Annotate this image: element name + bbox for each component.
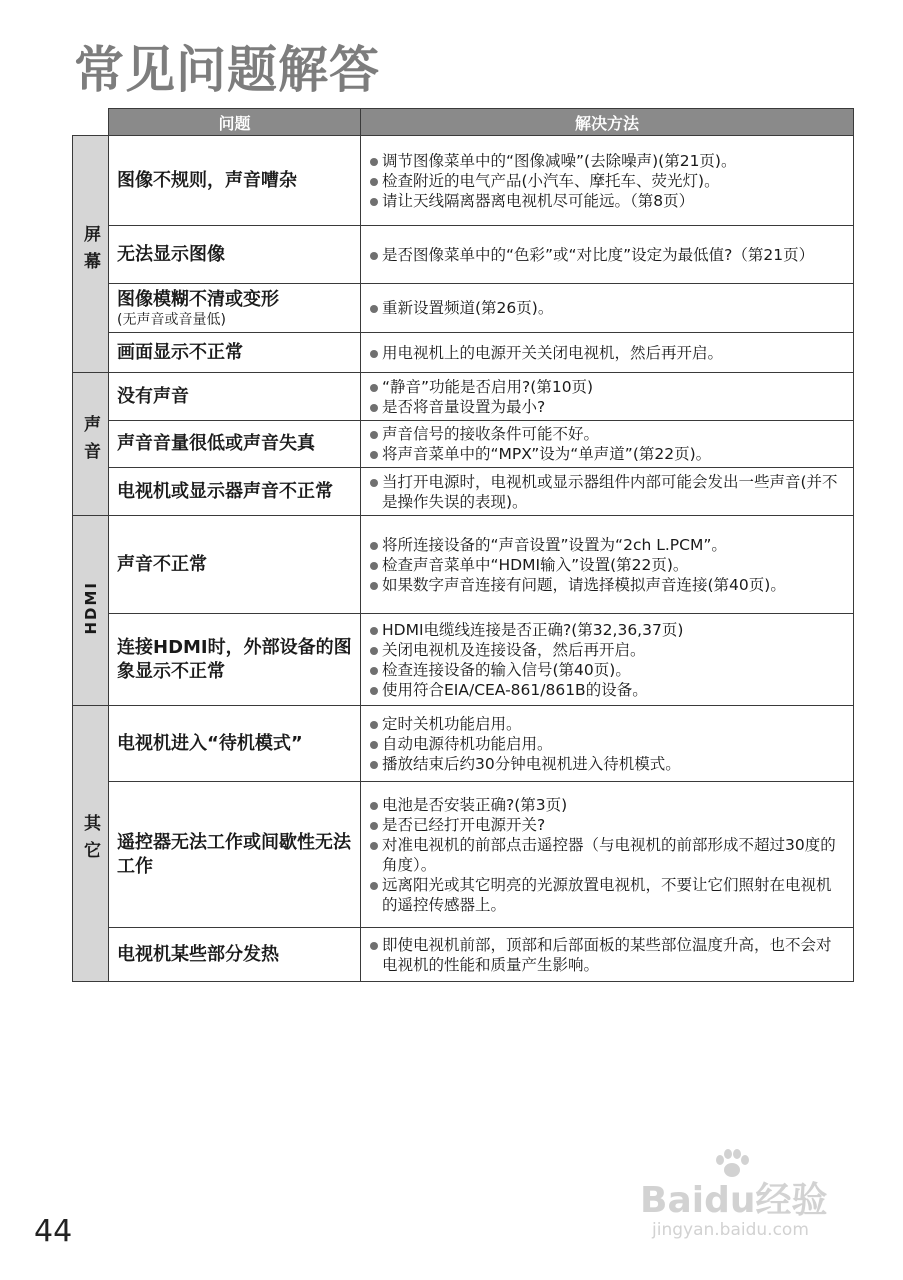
- category-cell: [73, 136, 109, 373]
- solution-item: 是否已经打开电源开关?: [369, 815, 845, 835]
- solution-list: [369, 935, 845, 975]
- table-row: [73, 782, 854, 928]
- table-row: [73, 614, 854, 706]
- solution-cell: [361, 706, 854, 782]
- question-cell: [109, 706, 361, 782]
- table-row: [73, 928, 854, 982]
- solution-item: 用电视机上的电源开关关闭电视机，然后再开启。: [369, 343, 845, 363]
- table-header-row: [73, 109, 854, 136]
- solution-cell: [361, 284, 854, 333]
- question-text: 声音不正常: [117, 553, 207, 575]
- solution-list: [369, 245, 845, 265]
- solution-list: [369, 424, 845, 464]
- header-solution: 解决方法: [361, 109, 854, 136]
- solution-item: HDMI电缆线连接是否正确?(第32,36,37页): [369, 620, 845, 640]
- solution-list: [369, 343, 845, 363]
- table-row: [73, 373, 854, 421]
- question-text: 画面显示不正常: [117, 341, 243, 363]
- solution-list: [369, 714, 845, 774]
- solution-cell: [361, 421, 854, 468]
- solution-list: [369, 151, 845, 211]
- faq-body: [73, 136, 854, 982]
- question-text: 连接HDMI时，外部设备的图象显示不正常: [117, 636, 352, 682]
- solution-item: 即使电视机前部，顶部和后部面板的某些部位温度升高，也不会对电视机的性能和质量产生影响。: [369, 935, 845, 975]
- category-cell: [73, 706, 109, 982]
- solution-cell: [361, 782, 854, 928]
- solution-item: 自动电源待机功能启用。: [369, 734, 845, 754]
- solution-item: 检查附近的电气产品(小汽车、摩托车、荧光灯)。: [369, 171, 845, 191]
- solution-cell: [361, 516, 854, 614]
- question-text: 图像模糊不清或变形: [117, 289, 279, 310]
- solution-list: [369, 377, 845, 417]
- header-question: 问题: [109, 109, 361, 136]
- question-text: 电视机某些部分发热: [117, 943, 279, 965]
- solution-item: 将声音菜单中的“MPX”设为“单声道”(第22页)。: [369, 444, 845, 464]
- question-text: 电视机进入“待机模式”: [117, 732, 303, 754]
- question-text: 没有声音: [117, 385, 189, 407]
- solution-item: 定时关机功能启用。: [369, 714, 845, 734]
- solution-list: [369, 535, 845, 595]
- solution-list: [369, 298, 845, 318]
- solution-cell: [361, 136, 854, 226]
- table-row: [73, 136, 854, 226]
- solution-cell: [361, 928, 854, 982]
- question-cell: [109, 516, 361, 614]
- solution-item: 是否图像菜单中的“色彩”或“对比度”设定为最低值?（第21页）: [369, 245, 845, 265]
- question-cell: [109, 421, 361, 468]
- solution-item: 关闭电视机及连接设备，然后再开启。: [369, 640, 845, 660]
- solution-cell: [361, 614, 854, 706]
- solution-item: 重新设置频道(第26页)。: [369, 298, 845, 318]
- solution-item: 远离阳光或其它明亮的光源放置电视机，不要让它们照射在电视机的遥控传感器上。: [369, 875, 845, 915]
- question-cell: [109, 614, 361, 706]
- solution-list: [369, 795, 845, 915]
- table-row: [73, 706, 854, 782]
- solution-cell: [361, 468, 854, 516]
- page-title: 常见问题解答: [74, 41, 380, 99]
- solution-item: 请让天线隔离器离电视机尽可能远。（第8页）: [369, 191, 845, 211]
- question-text: 遥控器无法工作或间歇性无法工作: [117, 831, 351, 877]
- solution-item: 将所连接设备的“声音设置”设置为“2ch L.PCM”。: [369, 535, 845, 555]
- category-label: 声音: [80, 414, 100, 469]
- solution-item: 电池是否安装正确?(第3页): [369, 795, 845, 815]
- question-subtext: (无声音或音量低): [117, 312, 226, 328]
- solution-cell: [361, 333, 854, 373]
- category-label: 其它: [80, 814, 100, 868]
- category-cell: [73, 373, 109, 516]
- question-cell: [109, 333, 361, 373]
- question-cell: [109, 928, 361, 982]
- solution-item: 检查连接设备的输入信号(第40页)。: [369, 660, 845, 680]
- category-label: 屏幕: [80, 224, 100, 279]
- table-row: [73, 284, 854, 333]
- header-blank-cell: [73, 109, 109, 136]
- question-cell: [109, 284, 361, 333]
- category-cell: [73, 516, 109, 706]
- question-text: 电视机或显示器声音不正常: [117, 480, 333, 502]
- question-cell: [109, 782, 361, 928]
- solution-item: 使用符合EIA/CEA-861/861B的设备。: [369, 680, 845, 700]
- watermark-main: Baidu经验: [640, 1180, 828, 1221]
- table-row: [73, 468, 854, 516]
- question-cell: [109, 373, 361, 421]
- watermark-url: jingyan.baidu.com: [652, 1220, 809, 1240]
- table-row: [73, 226, 854, 284]
- question-text: 声音音量很低或声音失真: [117, 433, 315, 454]
- solution-item: 检查声音菜单中“HDMI输入”设置(第22页)。: [369, 555, 845, 575]
- question-cell: [109, 136, 361, 226]
- solution-item: 调节图像菜单中的“图像减噪”(去除噪声)(第21页)。: [369, 151, 845, 171]
- solution-list: [369, 620, 845, 700]
- solution-item: 当打开电源时，电视机或显示器组件内部可能会发出一些声音(并不是操作失误的表现)。: [369, 472, 845, 512]
- category-label: HDMI: [81, 581, 100, 635]
- solution-item: “静音”功能是否启用?(第10页): [369, 377, 845, 397]
- solution-item: 对准电视机的前部点击遥控器（与电视机的前部形成不超过30度的角度）。: [369, 835, 845, 875]
- solution-cell: [361, 373, 854, 421]
- question-text: 图像不规则，声音嘈杂: [117, 169, 297, 191]
- solution-item: 播放结束后约30分钟电视机进入待机模式。: [369, 754, 845, 774]
- solution-item: 是否将音量设置为最小?: [369, 397, 845, 417]
- question-cell: [109, 468, 361, 516]
- watermark: [640, 1148, 880, 1248]
- table-row: [73, 516, 854, 614]
- solution-item: 如果数字声音连接有问题，请选择模拟声音连接(第40页)。: [369, 575, 845, 595]
- solution-cell: [361, 226, 854, 284]
- question-cell: [109, 226, 361, 284]
- faq-table: [72, 108, 854, 982]
- table-row: [73, 421, 854, 468]
- question-text: 无法显示图像: [117, 243, 225, 265]
- solution-item: 声音信号的接收条件可能不好。: [369, 424, 845, 444]
- page-number: 44: [34, 1214, 73, 1249]
- table-row: [73, 333, 854, 373]
- solution-list: [369, 472, 845, 512]
